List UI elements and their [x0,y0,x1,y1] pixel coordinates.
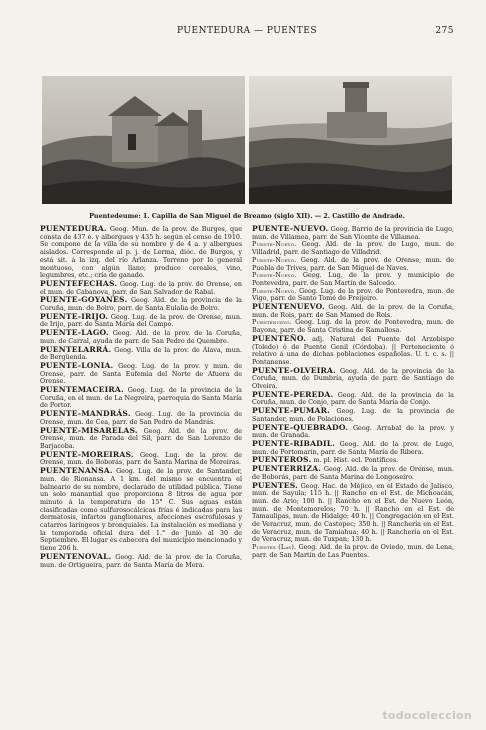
dictionary-entry [40,296,242,312]
entry-headword: PUENTE-PUMAR. [252,406,330,416]
figure-caption: Puentedeume: 1. Capilla de San Miguel de Breamo (siglo XII). — 2. Castillo de Andrade. [89,212,405,220]
entry-headword: Puente-Nuevo. [252,255,297,264]
entry-headword: PUENTEROS. [252,455,312,465]
entry-definition: Geog. Arrabal de la prov. y mun. de Granada. [252,423,454,440]
photo-strip [42,76,452,204]
entry-definition: Geog. Lug. de la prov. de Orense, mun. de Irijo, parr. de Santa María del Campo. [40,312,242,329]
entry-headword: PUENTERRIZA. [252,464,322,474]
dictionary-entry [252,319,454,334]
entry-definition: Geog. Lug. de la prov. de Orense, en el mun. de Cabanova, parr. de San Salvador de Rabal. [40,279,242,296]
entry-headword: PUENTE-IRIJO. [40,311,109,321]
text-columns [40,225,454,569]
entry-headword: PUENTE-LONIA. [40,360,114,370]
entry-definition: Geog. Ald. de la prov. de Oviedo, mun. de Lena, parr. de San Martín de Las Puentes. [252,543,454,559]
dictionary-entry [252,241,454,256]
entry-definition: Geog. Mun. de la prov. de Burgos, que consta de 437 e. y albergues y 435 h. según el censo de 1910. Se compone de la villa de su nombre y de 4 a. y albergues aislados. Corresponde al p. j. de Lerma, dióc. de Burgos, y está sit. á la izq. del río Arlanza. Terreno por lo general montuoso, con algún llano; produce cereales, vino, legumbres, etc.; cría de ganado. [40,225,242,280]
entry-definition: Geog. Ald. de la prov. de Lugo, mun. de Villadrid, parr. de Santiago de Villadrid. [252,240,454,257]
entry-headword: PUENTELARRÁ. [40,344,112,354]
entry-definition: Geog. Lug. de la prov. y municipio de Pontevedra, parr. de San Martín de Salcedo. [252,271,454,287]
running-header [40,26,454,40]
entry-headword: PUENTE-LAGO. [40,328,109,338]
dictionary-entry [40,467,242,553]
page-number: 275 [435,26,454,36]
dictionary-entry [252,440,454,456]
entry-headword: PUENTE-PEREDA. [252,389,334,399]
entry-definition: Geog. Ald. de la provincia de la Coruña, mun. de Dumbría, ayuda de parr. de Santiago de Olveira. [252,366,454,391]
entry-headword: PUENTE-QUEBRADO. [252,422,349,432]
entry-definition: Geog. Lug. de la provincia de Santander, mun. de Polaciones. [252,407,454,423]
dictionary-entry [252,482,454,545]
dictionary-entry [40,329,242,345]
photo-castle [249,76,452,204]
entry-headword: Puentes (Las). [252,543,297,552]
dictionary-entry [40,386,242,410]
entry-headword: PUENTE-RIBADIL. [252,438,336,448]
dictionary-entry [252,424,454,440]
left-column [40,225,242,569]
dictionary-entry [40,553,242,569]
entry-headword: PUENTEDURA. [40,224,107,233]
entry-definition: Geog. Ald. de la prov. de la Coruña, mun. de Carral, ayuda de parr. de San Pedro de Quembre. [40,329,242,345]
entry-definition: Geog. Ald. de la prov. de Orense, mun. de Parada del Sil, parr. de San Lorenzo de Barjacoba. [40,426,242,450]
entry-headword: PUENTE-OLVEIRA. [252,365,336,375]
entry-headword: PUENTE-GOYANES. [40,295,128,305]
entry-definition: Geog. Lug. de la provincia de la Coruña, en el mun. de La Negreira, parroquia de Santa María de Portor. [40,386,242,410]
right-column [252,225,454,569]
entry-definition: Geog. Lug. de la prov. de Santander, mun. de Rionansa. A 1 km. del mismo se encuentra el balneario de su nombre, declarado de utilidad pública. Tiene un solo manantial que proporciona 8 litros de agua por minuto á la temperatura de 15° C. Sus aguas están clasificadas como sulfurosocálcicas frías é indicadas para las dermatosis, infartos ganglionares, afecciones escrofulosas y catarros laríngeos y bronquiales. La instalación es mediana y la temporada oficial dura del 1.° de Junio al 30 de Septiembre. El lugar es cabecera del municipio mencionado y tiene 206 h. [40,467,242,553]
dictionary-entry [40,225,242,280]
entry-headword: PUENTES. [252,480,298,490]
entry-headword: Puente-Nuevo. [252,286,297,295]
entry-definition: Geog. Lug. de la prov. de Pontevedra, mun. de Vigo, parr. de Santo Tomé de Freijeiro. [252,286,454,303]
dictionary-entry [40,346,242,362]
entry-definition: Geog. Ald. de la provincia de la Coruña, mun. de Boiro, parr. de Santa Eulalia de Boiro. [40,296,242,313]
entry-headword: PUENTE-MISARELAS. [40,425,138,435]
dictionary-entry [252,288,454,303]
entry-definition: Geog. Hac. de Méjico, en el Estado de Jalisco, mun. de Sayula; 115 h. || Rancho en el Est. de Michoacán, mun. de Ario; 100 h. || Rancho en el Est. de Nuevo León, mun. de Montemorelos; 70 h. || Rancho en el Est. de Tamaulipas, mun. de Hidalgo; 40 h. || Congregación en el Est. de Veracruz, mun. de Castopec; 350 h. || Ranchería en el Est. de Veracruz, mun. de Tamiahua; 40 h. || Ranchería en el Est. de Veracruz, mun. de Tuxpan; 130 h. [252,481,454,544]
chapel-illustration [42,76,245,204]
entry-definition: Geog. Ald. de la provincia de la Coruña, mun. de Conjo, parr. de Santa María de Conjo. [252,390,454,407]
entry-definition: Geog. Ald. de la prov. de Orense, mun. de Boborás, parr. de Santa Marina de Longoseiro. [252,465,454,481]
dictionary-entry [252,303,454,319]
entry-definition: Geog. Ald. de la prov. de Orense, mun. de Puebla de Trives, parr. de San Miguel de Naves. [252,255,454,272]
dictionary-entry [252,257,454,272]
entry-definition: Geog. Barrio de la provincia de Lugo, mun. de Villamea, parr. de San Vicente de Villamea. [252,225,454,241]
dictionary-entry [252,225,454,241]
dictionary-entry [252,335,454,367]
dictionary-page [40,26,454,706]
watermark: todocoleccion [382,709,472,722]
dictionary-entry [252,367,454,391]
entry-headword: PUENTENANSA. [40,466,113,476]
dictionary-entry [252,391,454,407]
entry-definition: Geog. Ald. de la prov. de la Coruña, mun. de Rois, parr. de San Mamed de Rois. [252,303,454,319]
entry-definition: m. pl. Hist. ecl. Pontífices. [313,456,399,465]
entry-definition: Geog. Lug. de la prov. de Pontevedra, mun. de Bayona, parr. de Santa Cristina de Ramallosa. [252,318,454,335]
dictionary-entry [40,362,242,386]
dictionary-entry [252,465,454,481]
entry-headword: PUENTEFECHAS. [40,278,118,288]
entry-headword: PUENTENOVAL. [40,551,112,561]
header-title: PUENTEDURA — PUENTES [177,26,317,36]
entry-definition: Geog. Lug. de la prov. de Orense, mun. de Boborás, parr. de Santa Marina de Moreiras. [40,450,242,467]
dictionary-entry [40,280,242,296]
entry-headword: PUENTE-MOREIRAS. [40,449,134,459]
dictionary-entry [252,407,454,423]
entry-definition: Geog. Lug. de la prov. y mun. de Orense, parr. de Santa Eufemia del Norte de Afuera de Orense. [40,361,242,386]
entry-headword: PUENTE-NUEVO. [252,224,329,233]
entry-headword: Puentenuevo. [252,318,292,327]
entry-headword: PUENTEÑO. [252,333,307,343]
entry-headword: Puente-Nuevo. [252,271,297,280]
entry-headword: PUENTE-MANDRÁS. [40,409,131,419]
castle-illustration [249,76,452,204]
dictionary-entry [252,544,454,559]
dictionary-entry [40,427,242,451]
dictionary-entry [40,451,242,467]
dictionary-entry [40,313,242,329]
entry-definition: Geog. Lug. de la provincia de Orense, mun. de Cea, parr. de San Pedro de Mandrás. [40,410,242,426]
dictionary-entry [252,272,454,287]
entry-definition: Geog. Ald. de la prov. de la Coruña, mun. de Ortigueira, parr. de Santa María de Mera. [40,552,242,569]
entry-headword: PUENTENUEVO. [252,302,325,312]
entry-definition: Geog. Ald. de la prov. de Lugo, mun. de Portomarín, parr. de Santa María de Ribera. [252,439,454,456]
entry-headword: PUENTEMACEIRA. [40,385,124,395]
photo-chapel [42,76,245,204]
entry-definition: adj. Natural del Puente del Arzobispo (Toledo) ó de Puente Genil (Córdoba). || Perteneciente ó relativo á una de dichas poblaciones españolas. U. t. c. s. || Pontanense. [252,334,454,366]
dictionary-entry [40,410,242,426]
entry-definition: Geog. Villa de la prov. de Álava, mun. de Bergüenda. [40,345,242,362]
entry-headword: Puente-Nuevo. [252,240,297,249]
